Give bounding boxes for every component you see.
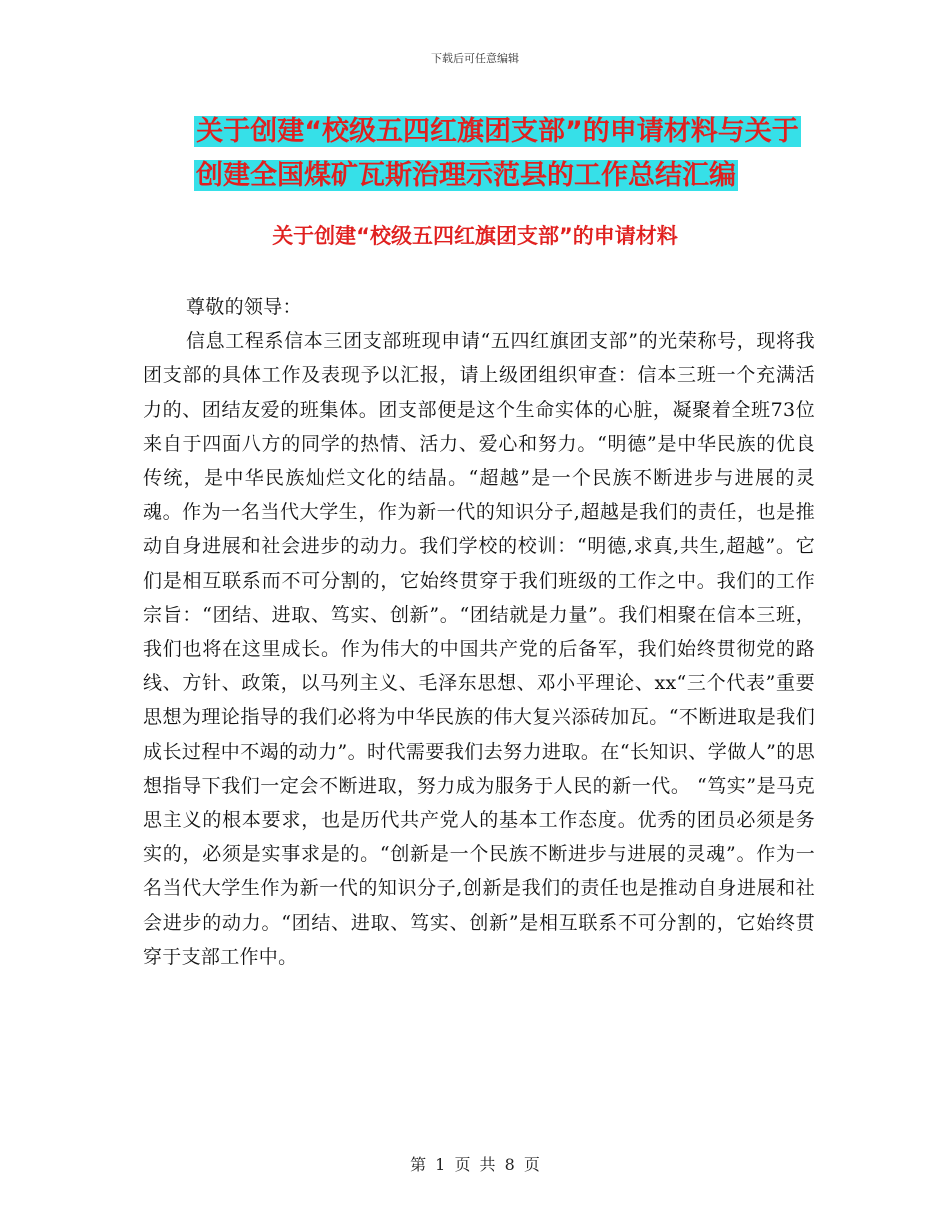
- title-highlight: 创建全国煤矿瓦斯治理示范县的工作总结汇编: [196, 160, 736, 191]
- body-paragraph: 信息工程系信本三团支部班现申请“五四红旗团支部”的光荣称号，现将我团支部的具体工作及表现予以汇报，请上级团组织审查：信本三班一个充满活力的、团结友爱的班集体。团支部便是这个生命实体的心脏，凝聚着全班73位来自于四面八方的同学的热情、活力、爱心和努力。“明德”是中华民族的优良传统，是中华民族灿烂文化的结晶。“超越”是一个民族不断进步与进展的灵魂。作为一名当代大学生，作为新一代的知识分子,超越是我们的责任，也是推动自身进展和社会进步的动力。我们学校的校训：“明德,求真,共生,超越”。它们是相互联系而不可分割的，它始终贯穿于我们班级的工作之中。我们的工作宗旨：“团结、进取、笃实、创新”。“团结就是力量”。我们相聚在信本三班，我们也将在这里成长。作为伟大的中国共产党的后备军，我们始终贯彻党的路线、方针、政策，以马列主义、毛泽东思想、邓小平理论、xx“三个代表”重要思想为理论指导的我们必将为中华民族的伟大复兴添砖加瓦。“不断进取是我们成长过程中不竭的动力”。时代需要我们去努力进取。在“长知识、学做人”的思想指导下我们一定会不断进取，努力成为服务于人民的新一代。 “笃实”是马克思主义的根本要求，也是历代共产党人的基本工作态度。优秀的团员必须是务实的，必须是实事求是的。“创新是一个民族不断进步与进展的灵魂”。作为一名当代大学生作为新一代的知识分子,创新是我们的责任也是推动自身进展和社会进步的动力。“团结、进取、笃实、创新”是相互联系不可分割的，它始终贯穿于支部工作中。: [143, 330, 815, 968]
- document-title-line-1: [0, 110, 950, 154]
- document-title-line-2: [0, 154, 950, 198]
- section-title: 关于创建“校级五四红旗团支部”的申请材料: [272, 224, 678, 248]
- document-body: [143, 290, 815, 974]
- page-number: 第 1 页 共 8 页: [410, 1155, 540, 1174]
- title-highlight: 关于创建“校级五四红旗团支部”的申请材料与关于: [196, 116, 799, 147]
- document-title: [0, 110, 950, 198]
- page-header-note: 下载后可任意编辑: [431, 52, 519, 65]
- greeting: 尊敬的领导：: [186, 296, 302, 318]
